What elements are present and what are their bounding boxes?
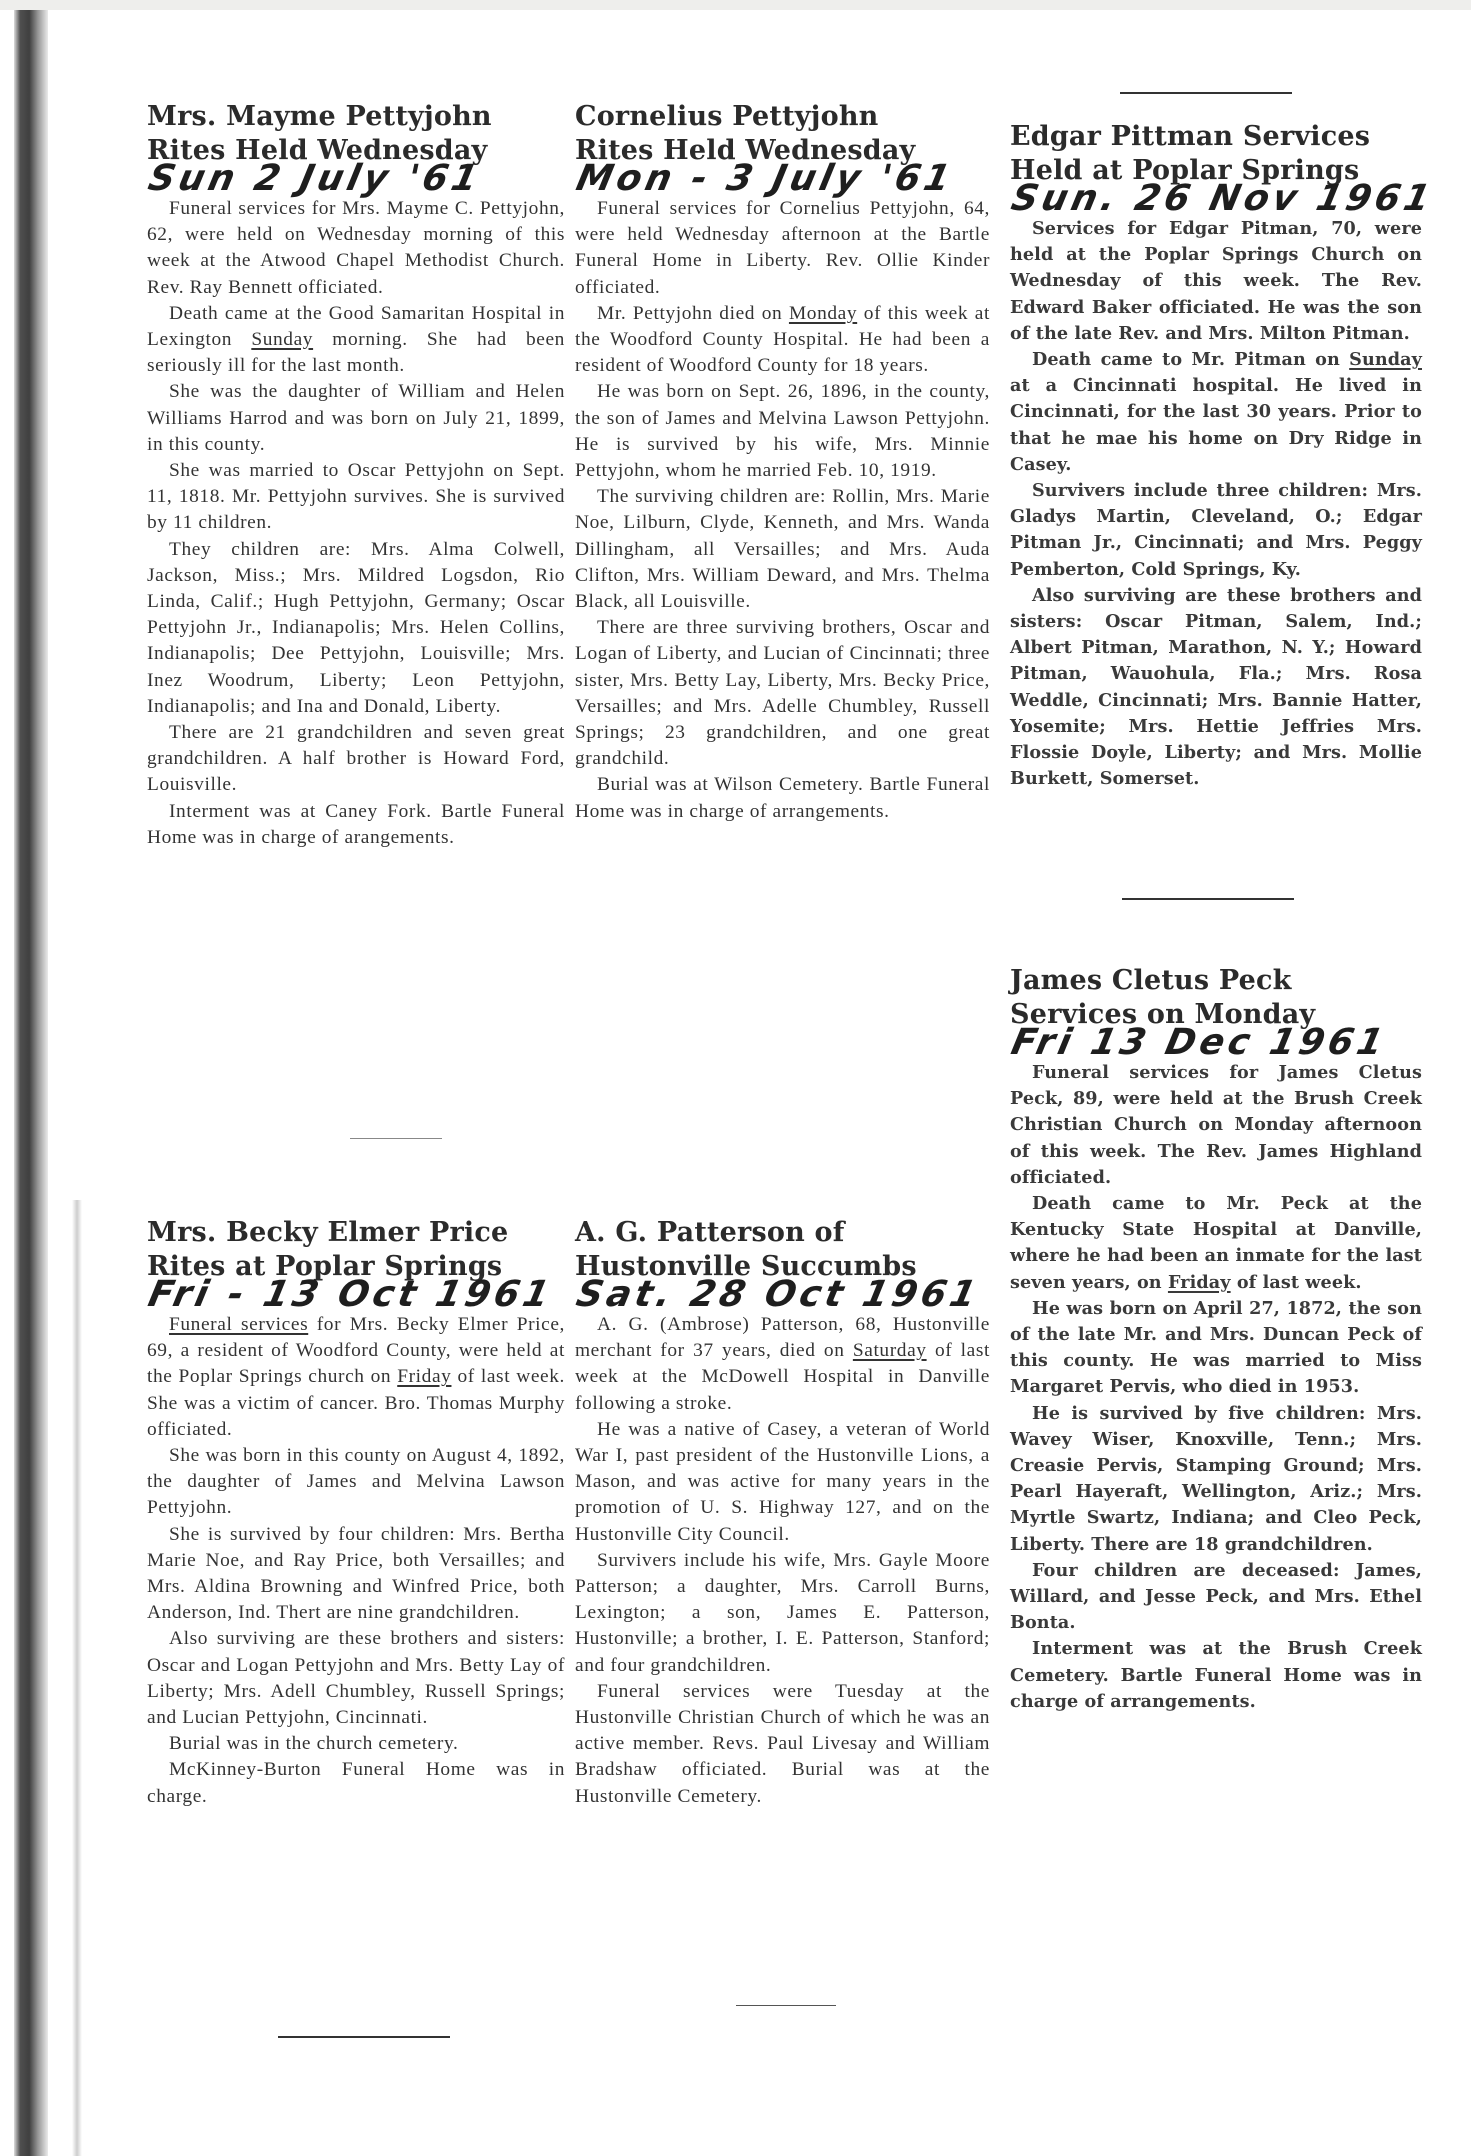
article-paragraph: Funeral services were Tuesday at the Hustonville Christian Church of which he was an active member. Revs. Paul Livesay and William Bradshaw officiated. Burial was at the Hustonville Cemetery. [575,1680,990,1807]
article-paragraph: Funeral services for Mrs. Mayme C. Pettyjohn, 62, were held on Wednesday morning of this week at the Atwood Chapel Methodist Church. Rev. Ray Bennett officiated. [147,198,565,298]
separator-rule [278,2036,450,2038]
underlined-text: Monday [788,302,858,324]
article-paragraph: She was married to Oscar Pettyjohn on Sept. 11, 1818. Mr. Pettyjohn survives. She is survived by 11 children. [147,460,565,534]
article-paragraph: She was born in this county on August 4, 1892, the daughter of James and Melvina Lawson Pettyjohn. [147,1445,565,1519]
article-mayme-pettyjohn [144,100,565,851]
article-paragraph: Funeral services for Cornelius Pettyjohn, 64, were held Wednesday afternoon at the Bartle Funeral Home in Liberty. Rev. Ollie Kinder officiated. [575,198,990,298]
binding-shadow [14,10,48,2156]
headline-line-2: Rites Held Wednesday [575,135,916,166]
article-ag-patterson [572,1216,991,1810]
article-paragraph: Funeral services for Mrs. Becky Elmer Price, 69, a resident of Woodford County, were held at the Poplar Springs church on Friday of last week. She was a victim of cancer. Bro. Thomas Murphy officiated. [147,1314,565,1440]
underlined-text: Sunday [1349,349,1422,371]
headline-line-1: Cornelius Pettyjohn [575,101,879,132]
scan-top-edge [0,0,1471,10]
handwritten-date: Fri - 13 Oct 1961 [144,1274,557,1315]
article-paragraph: She is survived by four children: Mrs. Bertha Marie Noe, and Ray Price, both Versailles; and Mrs. Aldina Browning and Winfred Price, both Anderson, Ind. Thert are nine grandchildren. [147,1523,565,1624]
article-paragraph: Survivers include three children: Mrs. Gladys Martin, Cleveland, O.; Edgar Pitman Jr., Cincinnati; and Mrs. Peggy Pemberton, Cold Springs, Ky. [1010,480,1422,580]
separator-rule [736,2005,836,2006]
article-paragraph: Mr. Pettyjohn died on Monday of this week at the Woodford County Hospital. He had been a resident of Woodford County for 18 years. [575,302,990,377]
article-paragraph: Death came to Mr. Peck at the Kentucky State Hospital at Danville, where he had been an inmate for the last seven years, on Friday of last week. [1010,1193,1422,1293]
article-paragraph: There are three surviving brothers, Oscar and Logan of Liberty, and Lucian of Cincinnati; three sister, Mrs. Betty Lay, Liberty, Mrs. Becky Price, Versailles; and Mrs. Adelle Chumbley, Russell Springs; 23 grandchildren, and one great grandchild. [575,617,990,770]
headline-line-2: Rites at Poplar Springs [147,1251,503,1282]
headline-line-2: Held at Poplar Springs [1010,155,1360,186]
article-edgar-pittman [1007,120,1438,792]
handwritten-date: Mon - 3 July '61 [572,158,958,199]
headline-line-1: Mrs. Becky Elmer Price [147,1217,509,1248]
article-paragraph: Also surviving are these brothers and sisters: Oscar and Logan Pettyjohn and Mrs. Betty Lay of Liberty; Mrs. Adell Chumbley, Russell Springs; and Lucian Pettyjohn, Cincinnati. [147,1628,565,1729]
article-body [575,1312,990,1810]
handwritten-date: Fri 13 Dec 1961 [1007,1022,1391,1063]
article-paragraph: He was a native of Casey, a veteran of World War I, past president of the Hustonville Lions, a Mason, and was active for many years in the promotion of U. S. Highway 127, and on the Hustonville City Council. [575,1418,990,1545]
article-paragraph: There are 21 grandchildren and seven great grandchildren. A half brother is Howard Ford, Louisville. [147,722,565,796]
article-body [147,196,565,851]
handwritten-date: Sun. 26 Nov 1961 [1007,178,1438,219]
headline-line-2: Services on Monday [1010,999,1316,1030]
underlined-text: Funeral services [169,1314,309,1335]
article-body [575,196,990,825]
article-paragraph: Death came at the Good Samaritan Hospital in Lexington Sunday morning. She had been seriously ill for the last month. [147,302,565,377]
article-becky-price [144,1216,565,1810]
article-paragraph: Funeral services for James Cletus Peck, 89, were held at the Brush Creek Christian Church on Monday afternoon of this week. The Rev. James Highland officiated. [1010,1062,1422,1188]
headline-line-1: Mrs. Mayme Pettyjohn [147,101,492,132]
article-paragraph: Also surviving are these brothers and sisters: Oscar Pitman, Salem, Ind.; Albert Pitman, Marathon, N. Y.; Howard Pitman, Wauohula, Fla.; Mrs. Rosa Weddle, Cincinnati; Mrs. Bannie Hatter, Yosemite; Mrs. Hettie Jeffries Mrs. Flossie Doyle, Liberty; and Mrs. Mollie Burkett, Somerset. [1010,584,1422,790]
article-body [1010,216,1422,792]
article-paragraph: She was the daughter of William and Helen Williams Harrod and was born on July 21, 1899, in this county. [147,381,565,455]
article-paragraph: McKinney-Burton Funeral Home was in charge. [147,1759,565,1807]
headline-line-2: Hustonville Succumbs [575,1251,917,1282]
article-paragraph: Burial was at Wilson Cemetery. Bartle Funeral Home was in charge of arrangements. [575,774,990,822]
headline-line-1: A. G. Patterson of [575,1217,845,1248]
separator-rule [1120,92,1292,94]
article-body [147,1312,565,1810]
headline-line-2: Rites Held Wednesday [147,135,488,166]
headline-line-1: James Cletus Peck [1010,965,1292,996]
article-paragraph: Death came to Mr. Pitman on Sunday at a Cincinnati hospital. He lived in Cincinnati, for the last 30 years. Prior to that he mae his home on Dry Ridge in Casey. [1010,349,1422,475]
underlined-text: Saturday [852,1340,927,1362]
article-paragraph: The surviving children are: Rollin, Mrs. Marie Noe, Lilburn, Clyde, Kenneth, and Mrs. Wanda Dillingham, all Versailles; and Mrs. Auda Clifton, Mrs. William Deward, and Mrs. Thelma Black, all Louisville. [575,486,990,613]
article-paragraph: Burial was in the church cemetery. [169,1733,459,1755]
article-paragraph: He is survived by five children: Mrs. Wavey Wiser, Knoxville, Tenn.; Mrs. Creasie Pervis, Stamping Ground; Mrs. Pearl Hayeraft, Wellington, Ariz.; Mrs. Myrtle Swartz, Indiana; and Cleo Peck, Liberty. There are 18 grandchildren. [1010,1402,1422,1555]
article-paragraph: They children are: Mrs. Alma Colwell, Jackson, Miss.; Mrs. Mildred Logsdon, Rio Linda, Calif.; Hugh Pettyjohn, Germany; Oscar Pettyjohn Jr., Indianapolis; Mrs. Helen Collins, Indianapolis; Dee Pettyjohn, Louisville; Mrs. Inez Woodrum, Liberty; Leon Pettyjohn, Indianapolis; and Ina and Donald, Liberty. [147,538,565,717]
handwritten-date: Sat. 28 Oct 1961 [572,1274,984,1315]
separator-rule [350,1138,442,1139]
underlined-text: Friday [1167,1271,1231,1293]
article-paragraph: He was born on Sept. 26, 1896, in the county, the son of James and Melvina Lawson Pettyjohn. He is survived by his wife, Mrs. Minnie Pettyjohn, whom he married Feb. 10, 1919. [575,381,990,482]
article-paragraph: Interment was at Caney Fork. Bartle Funeral Home was in charge of arangements. [147,800,565,848]
article-paragraph: He was born on April 27, 1872, the son of the late Mr. and Mrs. Duncan Peck of this county. He was married to Miss Margaret Pervis, who died in 1953. [1010,1297,1422,1398]
underlined-text: Sunday [251,329,314,351]
page-edge-shadow [72,1200,82,2156]
underlined-text: Friday [397,1366,452,1388]
article-paragraph: Four children are deceased: James, Willard, and Jesse Peck, and Mrs. Ethel Bonta. [1010,1559,1422,1634]
article-paragraph: Services for Edgar Pitman, 70, were held at the Poplar Springs Church on Wednesday of this week. The Rev. Edward Baker officiated. He was the son of the late Rev. and Mrs. Milton Pitman. [1010,218,1422,344]
headline-line-1: Edgar Pittman Services [1010,121,1371,152]
article-body [1010,1060,1422,1715]
article-paragraph: Interment was at the Brush Creek Cemetery. Bartle Funeral Home was in charge of arrangements. [1010,1638,1422,1712]
article-paragraph: A. G. (Ambrose) Patterson, 68, Hustonville merchant for 37 years, died on Saturday of last week at the McDowell Hospital in Danville following a stroke. [575,1314,991,1414]
article-paragraph: Survivers include his wife, Mrs. Gayle Moore Patterson; a daughter, Mrs. Carroll Burns, Lexington; a son, James E. Patterson, Hustonville; a brother, I. E. Patterson, Stanford; and four grandchildren. [575,1549,990,1676]
separator-rule [1122,898,1294,900]
article-james-cletus-peck [1007,964,1422,1715]
handwritten-date: Sun 2 July '61 [144,158,486,199]
article-cornelius-pettyjohn [572,100,990,825]
